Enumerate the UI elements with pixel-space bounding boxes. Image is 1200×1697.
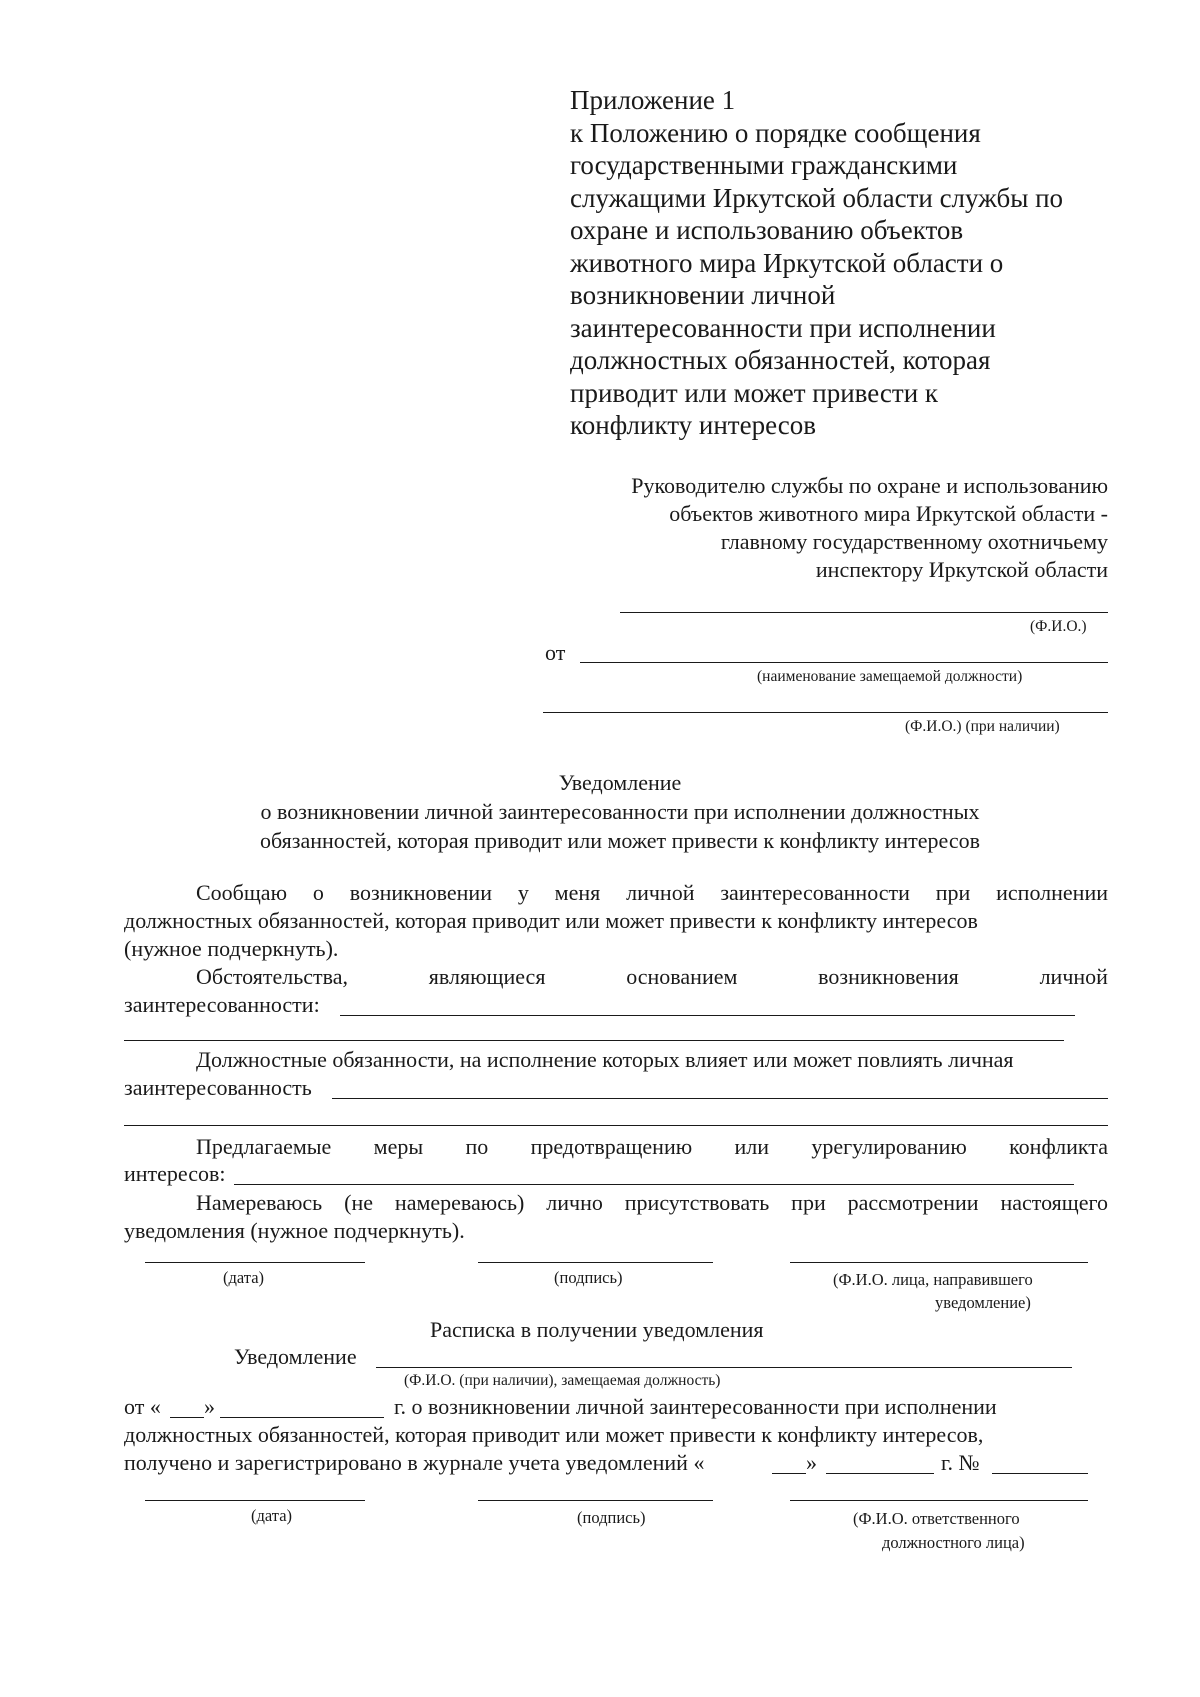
word: при [935, 880, 971, 905]
receipt-day-line[interactable] [170, 1417, 204, 1418]
para5-line2: уведомления (нужное подчеркнуть). [124, 1218, 465, 1243]
receipt-reg-day-line[interactable] [772, 1473, 806, 1474]
para1-line2: должностных обязанностей, которая приводит или может привести к конфликту интересов [124, 908, 978, 933]
receipt-line3-start: получено и зарегистрировано в журнале учета уведомлений « [124, 1450, 705, 1475]
word: при [791, 1190, 826, 1215]
word: рассмотрении [847, 1190, 979, 1215]
word: у [517, 880, 529, 905]
para1-line1 [196, 880, 1108, 906]
word: (не [344, 1190, 373, 1215]
receipt-line3-close: » [806, 1450, 817, 1475]
receipt-from-open: от « [124, 1394, 161, 1419]
para3-line1: Должностные обязанности, на исполнение которых влияет или может повлиять личная [196, 1047, 1014, 1072]
word: конфликта [1009, 1134, 1108, 1159]
receipt-line3-year: г. № [941, 1450, 980, 1475]
appendix-line: государственными гражданскими [570, 150, 958, 180]
appendix-header [570, 84, 1110, 442]
receipt-reg-number-line[interactable] [992, 1473, 1088, 1474]
receipt-notice-label: Уведомление [234, 1344, 357, 1369]
duties-line-1[interactable] [332, 1098, 1108, 1099]
receipt-fio-line[interactable] [790, 1500, 1088, 1501]
receipt-from-close: » [204, 1394, 215, 1419]
word: являющиеся [428, 964, 546, 989]
word: Намереваюсь [196, 1190, 323, 1215]
addressee-fio-line[interactable] [620, 612, 1108, 613]
word: лично [546, 1190, 603, 1215]
appendix-line: должностных обязанностей, которая [570, 345, 991, 375]
sign-fio-caption-1: (Ф.И.О. лица, направившего [833, 1270, 1033, 1289]
para2-line2: заинтересованности: [124, 992, 320, 1017]
notice-subtitle-1: о возникновении личной заинтересованности при исполнении должностных [260, 799, 980, 824]
sign-fio-line[interactable] [790, 1262, 1088, 1263]
measures-line[interactable] [234, 1184, 1074, 1185]
sign-date-line[interactable] [145, 1262, 365, 1263]
appendix-line: служащими Иркутской области службы по [570, 182, 1064, 213]
para2-line1 [196, 964, 1108, 990]
receipt-fio-caption-2: должностного лица) [882, 1533, 1025, 1552]
receipt-reg-month-line[interactable] [826, 1473, 934, 1474]
receipt-signature-line[interactable] [478, 1500, 713, 1501]
word: меня [554, 880, 601, 905]
appendix-line: возникновении личной [570, 280, 836, 310]
from-label: от [545, 640, 566, 665]
word: или [734, 1134, 770, 1159]
position-caption: (наименование замещаемой должности) [757, 668, 1023, 685]
from-position-line[interactable] [580, 662, 1108, 663]
from-fio-line[interactable] [543, 712, 1108, 713]
appendix-line: к Положению о порядке сообщения [570, 117, 981, 148]
circumstances-line-1[interactable] [340, 1015, 1075, 1016]
para1-line3: (нужное подчеркнуть). [124, 936, 339, 961]
sign-signature-caption: (подпись) [554, 1268, 623, 1287]
word: Обстоятельства, [196, 964, 349, 989]
sign-signature-line[interactable] [478, 1262, 713, 1263]
addressee-line: инспектору Иркутской области [815, 557, 1108, 582]
receipt-date-caption: (дата) [251, 1506, 293, 1525]
sign-fio-caption-2: уведомление) [935, 1293, 1031, 1312]
word: личной [1039, 964, 1108, 989]
appendix-line: Приложение 1 [570, 85, 736, 115]
word: Сообщаю [196, 880, 288, 905]
receipt-fio-caption-1: (Ф.И.О. ответственного [853, 1509, 1020, 1528]
word: намереваюсь) [394, 1190, 525, 1215]
fio-optional-caption: (Ф.И.О.) (при наличии) [905, 718, 1060, 735]
word: предотвращению [530, 1134, 693, 1159]
receipt-signature-caption: (подпись) [577, 1508, 646, 1527]
circumstances-line-2[interactable] [124, 1040, 1064, 1041]
word: урегулированию [811, 1134, 967, 1159]
word: заинтересованности [720, 880, 910, 905]
word: личной [626, 880, 695, 905]
word: присутствовать [624, 1190, 770, 1215]
receipt-date-line[interactable] [145, 1500, 365, 1501]
receipt-year-text: г. о возникновении личной заинтересованности при исполнении [394, 1394, 997, 1419]
para4-line1 [196, 1134, 1108, 1160]
addressee-line: главному государственному охотничьему [720, 529, 1108, 554]
word: настоящего [1000, 1190, 1108, 1215]
appendix-line: конфликту интересов [570, 410, 816, 440]
addressee-fio-caption: (Ф.И.О.) [1030, 618, 1087, 635]
receipt-month-line[interactable] [220, 1417, 384, 1418]
receipt-notice-line[interactable] [376, 1367, 1072, 1368]
para4-line2: интересов: [124, 1161, 226, 1186]
appendix-line: охране и использованию объектов [570, 215, 964, 245]
receipt-line2: должностных обязанностей, которая приводит или может привести к конфликту интересов, [124, 1422, 984, 1447]
addressee-line: Руководителю службы по охране и использованию [631, 473, 1108, 498]
receipt-notice-caption: (Ф.И.О. (при наличии), замещаемая должность) [404, 1372, 721, 1389]
receipt-title: Расписка в получении уведомления [430, 1317, 764, 1342]
word: возникновении [349, 880, 492, 905]
word: основанием [626, 964, 738, 989]
para3-line2: заинтересованность [124, 1075, 312, 1100]
word: возникновения [818, 964, 959, 989]
word: по [465, 1134, 489, 1159]
word: Предлагаемые [196, 1134, 332, 1159]
appendix-line: заинтересованности при исполнении [570, 312, 996, 343]
para5-line1 [196, 1190, 1108, 1216]
appendix-line: животного мира Иркутской области о [570, 247, 1004, 278]
word: меры [373, 1134, 424, 1159]
word: исполнении [996, 880, 1108, 905]
addressee-block [468, 472, 1108, 584]
notice-subtitle-2: обязанностей, которая приводит или может привести к конфликту интересов [259, 828, 981, 853]
duties-line-2[interactable] [124, 1125, 1108, 1126]
appendix-line: приводит или может привести к [570, 377, 939, 408]
addressee-line: объектов животного мира Иркутской области - [669, 501, 1108, 526]
notice-title: Уведомление [558, 770, 682, 795]
sign-date-caption: (дата) [223, 1268, 265, 1287]
word: о [312, 880, 324, 905]
